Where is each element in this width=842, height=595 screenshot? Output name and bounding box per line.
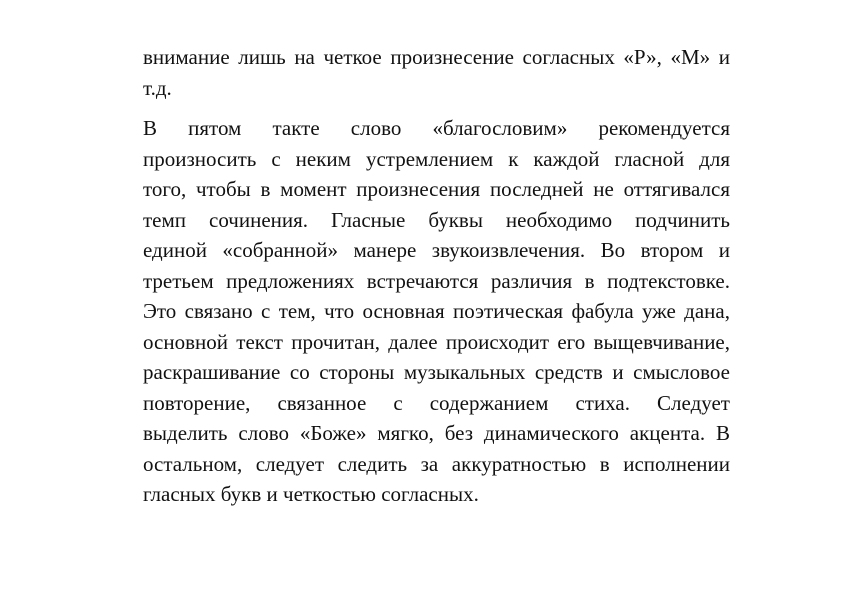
text-line: произносить с неким устремлением к каждой гласной для: [143, 146, 730, 171]
body-text: [143, 42, 730, 510]
text-line: В пятом такте слово «благословим» рекомендуется: [143, 116, 730, 140]
paragraph-2: [143, 113, 730, 510]
text-line: Это связано с тем, что основная поэтическая фабула уже дана,: [143, 299, 730, 323]
text-line: основной текст прочитан, далее происходит его выщевчивание,: [143, 329, 730, 354]
text-line: выделить слово «Боже» мягко, без динамического акцента. В: [143, 421, 730, 445]
text-line: раскрашивание со стороны музыкальных средств и смысловое: [143, 360, 730, 384]
paragraph-1: [143, 42, 730, 103]
text-line: темп сочинения. Гласные буквы необходимо подчинить: [143, 207, 730, 232]
text-line: внимание лишь на четкое произнесение согласных «Р», «М» и: [143, 45, 730, 69]
text-line: т.д.: [143, 75, 172, 100]
text-line: повторение, связанное с содержанием стиха. Следует: [143, 390, 730, 415]
text-line: гласных букв и четкостью согласных.: [143, 482, 479, 506]
text-line: единой «собранной» манере звукоизвлечения. Во втором и: [143, 238, 730, 262]
text-line: остальном, следует следить за аккуратностью в исполнении: [143, 451, 730, 476]
text-line: того, чтобы в момент произнесения последней не оттягивался: [143, 177, 730, 201]
text-line: третьем предложениях встречаются различия в подтекстовке.: [143, 268, 730, 293]
